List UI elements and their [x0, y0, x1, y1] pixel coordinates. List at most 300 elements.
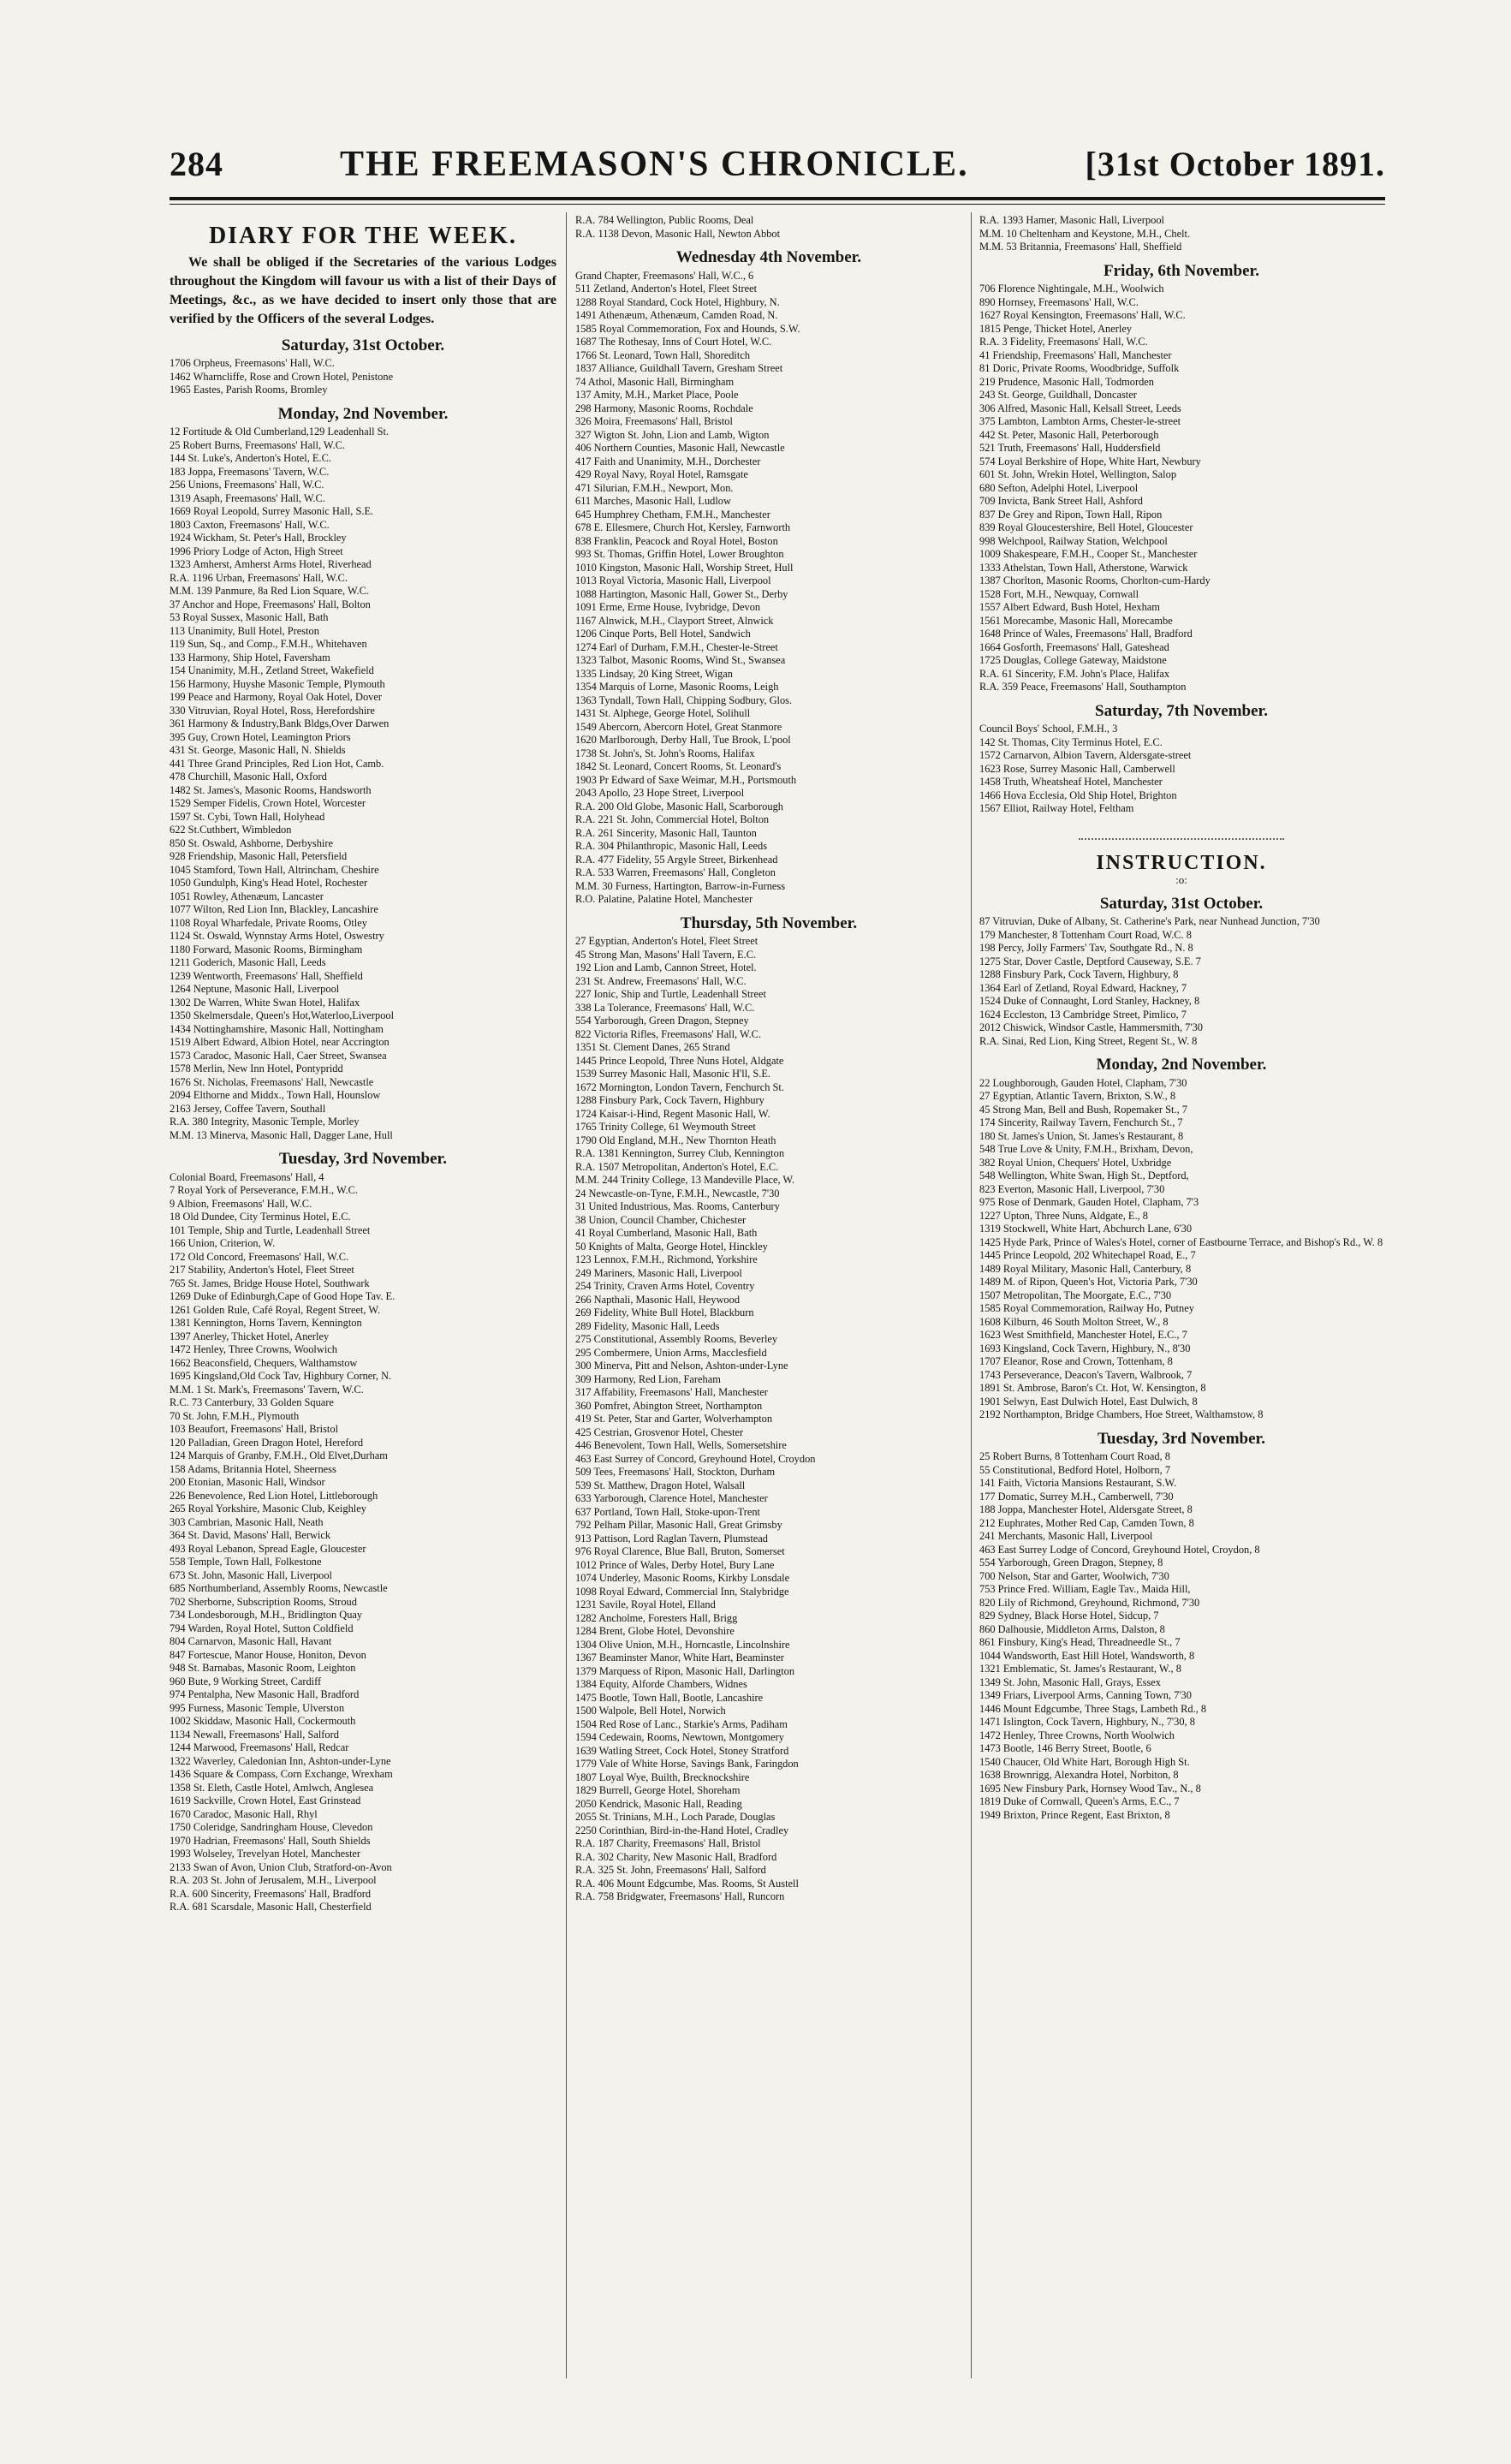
lodge-entry: R.A. 187 Charity, Freemasons' Hall, Bristol: [575, 1837, 761, 1849]
lodge-entry: 295 Combermere, Union Arms, Macclesfield: [575, 1346, 767, 1359]
lodge-entry: 471 Silurian, F.M.H., Newport, Mon.: [575, 481, 734, 494]
lodge-entry: 192 Lion and Lamb, Cannon Street, Hotel.: [575, 961, 757, 973]
lodge-entry: 1335 Lindsay, 20 King Street, Wigan: [575, 667, 733, 680]
lodge-entry: 960 Bute, 9 Working Street, Cardiff: [170, 1675, 322, 1687]
lodge-entry: 37 Anchor and Hope, Freemasons' Hall, Bolton: [170, 598, 371, 610]
lodge-entry: M.M. 10 Cheltenham and Keystone, M.H., Chelt.: [979, 227, 1191, 240]
lodge-entry: 1206 Cinque Ports, Bell Hotel, Sandwich: [575, 628, 751, 640]
lodge-entry: 231 St. Andrew, Freemasons' Hall, W.C.: [575, 974, 747, 987]
lodge-entry: 706 Florence Nightingale, M.H., Woolwich: [979, 283, 1164, 295]
lodge-entry: 1529 Semper Fidelis, Crown Hotel, Worcester: [170, 797, 366, 809]
lodge-entry: 1557 Albert Edward, Bush Hotel, Hexham: [979, 601, 1160, 613]
lodge-entry: 1288 Finsbury Park, Cock Tavern, Highbury, 8: [979, 968, 1179, 980]
lodge-entry: 1648 Prince of Wales, Freemasons' Hall, Bradford: [979, 628, 1193, 640]
lodge-entry: R.A. 359 Peace, Freemasons' Hall, Southampton: [979, 681, 1187, 693]
instruction-title: INSTRUCTION.: [1096, 851, 1267, 874]
lodge-entry: 1321 Emblematic, St. James's Restaurant, W., 8: [979, 1663, 1181, 1675]
lodge-entry: 330 Vitruvian, Royal Hotel, Ross, Herefordshire: [170, 704, 375, 717]
lodge-entry: 429 Royal Navy, Royal Hotel, Ramsgate: [575, 468, 748, 480]
lodge-entry: 364 St. David, Masons' Hall, Berwick: [170, 1529, 331, 1541]
lodge-entry: 226 Benevolence, Red Lion Hotel, Littleborough: [170, 1489, 378, 1502]
lodge-entry: M.M. 30 Furness, Hartington, Barrow-in-Furness: [575, 879, 786, 892]
lodge-entry: 847 Fortescue, Manor House, Honiton, Devon: [170, 1648, 366, 1661]
lodge-entry: 158 Adams, Britannia Hotel, Sheerness: [170, 1462, 336, 1475]
lodge-entry: Grand Chapter, Freemasons' Hall, W.C., 6: [575, 269, 754, 282]
lodge-entry: 976 Royal Clarence, Blue Ball, Bruton, Somerset: [575, 1545, 785, 1557]
lodge-entry: 1619 Sackville, Crown Hotel, East Grinstead: [170, 1794, 361, 1806]
diary-intro: We shall be obliged if the Secretaries of the various Lodges throughout the Kingdom will favour us with a list of their Days of Meetings, &c., as we have decided to insert only those that are verified by the Officers of the several Lodges.: [170, 254, 556, 326]
lodge-entry: 87 Vitruvian, Duke of Albany, St. Catherine's Park, near Nunhead Junction, 7'30: [979, 915, 1320, 927]
lodge-entry: 41 Royal Cumberland, Masonic Hall, Bath: [575, 1227, 758, 1239]
lodge-entry: 1993 Wolseley, Trevelyan Hotel, Manchester: [170, 1848, 361, 1860]
lodge-entry: 1790 Old England, M.H., New Thornton Heath: [575, 1134, 776, 1146]
lodge-entry: 1367 Beaminster Manor, White Hart, Beaminster: [575, 1652, 784, 1663]
lodge-entry: R.A. 1393 Hamer, Masonic Hall, Liverpool: [979, 214, 1164, 226]
lodge-entry: 1662 Beaconsfield, Chequers, Walthamstow: [170, 1356, 358, 1369]
lodge-entry: 995 Furness, Masonic Temple, Ulverston: [170, 1701, 345, 1714]
lodge-entry: 1901 Selwyn, East Dulwich Hotel, East Dulwich, 8: [979, 1395, 1198, 1408]
lodge-entry: 1837 Alliance, Guildhall Tavern, Gresham Street: [575, 362, 783, 374]
lodge-entry: 419 St. Peter, Star and Garter, Wolverhampton: [575, 1413, 773, 1425]
lodge-list: [979, 723, 1383, 816]
lodge-entry: R.A. 61 Sincerity, F.M. John's Place, Halifax: [979, 667, 1170, 680]
lodge-list: [170, 1171, 556, 1914]
lodge-entry: 1687 The Rothesay, Inns of Court Hotel, W.C.: [575, 336, 772, 348]
lodge-entry: 611 Marches, Masonic Hall, Ludlow: [575, 495, 731, 507]
lodge-entry: 113 Unanimity, Bull Hotel, Preston: [170, 624, 319, 637]
lodge-entry: R.A. 203 St. John of Jerusalem, M.H., Liverpool: [170, 1874, 377, 1886]
lodge-entry: 1693 Kingsland, Cock Tavern, Highbury, N., 8'30: [979, 1342, 1191, 1354]
lodge-entry: 1124 St. Oswald, Wynnstay Arms Hotel, Oswestry: [170, 930, 384, 942]
lodge-entry: 2094 Elthorne and Middx., Town Hall, Hounslow: [170, 1089, 381, 1101]
lodge-entry: R.A. 325 St. John, Freemasons' Hall, Salford: [575, 1864, 766, 1876]
lodge-entry: 1387 Chorlton, Masonic Rooms, Chorlton-cum-Hardy: [979, 574, 1211, 586]
lodge-entry: 1333 Athelstan, Town Hall, Atherstone, Warwick: [979, 561, 1188, 574]
lodge-entry: 1707 Eleanor, Rose and Crown, Tottenham, 8: [979, 1355, 1173, 1367]
lodge-entry: 1088 Hartington, Masonic Hall, Gower St., Derby: [575, 587, 788, 600]
lodge-entry: 183 Joppa, Freemasons' Tavern, W.C.: [170, 465, 330, 478]
lodge-entry: 241 Merchants, Masonic Hall, Liverpool: [979, 1530, 1153, 1542]
lodge-entry: 198 Percy, Jolly Farmers' Tav, Southgate Rd., N. 8: [979, 942, 1193, 954]
lodge-entry: 1045 Stamford, Town Hall, Altrincham, Cheshire: [170, 863, 379, 876]
lodge-list: [575, 214, 962, 241]
lodge-entry: 1949 Brixton, Prince Regent, East Brixton, 8: [979, 1808, 1170, 1821]
lodge-list: [979, 1450, 1383, 1822]
lodge-entry: 622 St.Cuthbert, Wimbledon: [170, 824, 292, 836]
section-heading: Wednesday 4th November.: [675, 248, 862, 266]
column-rule: [971, 212, 972, 2378]
lodge-entry: 1500 Walpole, Bell Hotel, Norwich: [575, 1705, 726, 1717]
lodge-entry: 55 Constitutional, Bedford Hotel, Holborn, 7: [979, 1463, 1171, 1476]
lodge-entry: M.M. 13 Minerva, Masonic Hall, Dagger Lane, Hull: [170, 1128, 393, 1141]
section-heading: Saturday, 31st October.: [1099, 894, 1264, 913]
lodge-entry: 142 St. Thomas, City Terminus Hotel, E.C.: [979, 735, 1163, 748]
lodge-entry: 1264 Neptune, Masonic Hall, Liverpool: [170, 983, 340, 995]
section-heading: Friday, 6th November.: [1104, 261, 1259, 280]
lodge-entry: 1350 Skelmersdale, Queen's Hot,Waterloo,Liverpool: [170, 1009, 395, 1021]
lodge-entry: 1445 Prince Leopold, Three Nuns Hotel, Aldgate: [575, 1054, 784, 1067]
lodge-entry: 700 Nelson, Star and Garter, Woolwich, 7'30: [979, 1569, 1169, 1582]
lodge-entry: 548 True Love & Unity, F.M.H., Brixham, Devon,: [979, 1143, 1193, 1155]
lodge-entry: 25 Robert Burns, 8 Tottenham Court Road, 8: [979, 1450, 1170, 1462]
lodge-entry: 948 St. Barnabas, Masonic Room, Leighton: [170, 1662, 356, 1674]
lodge-entry: 1639 Watling Street, Cock Hotel, Stoney Stratford: [575, 1744, 789, 1757]
lodge-entry: 1354 Marquis of Lorne, Masonic Rooms, Leigh: [575, 681, 779, 693]
lodge-entry: 463 East Surrey Lodge of Concord, Greyhound Hotel, Croydon, 8: [979, 1543, 1260, 1556]
lodge-entry: 1466 Hova Ecclesia, Old Ship Hotel, Brighton: [979, 789, 1177, 801]
lodge-entry: 1051 Rowley, Athenæum, Lancaster: [170, 890, 324, 902]
column-middle: [575, 214, 962, 2389]
lodge-entry: R.A. 1507 Metropolitan, Anderton's Hotel, E.C.: [575, 1160, 779, 1173]
lodge-entry: 1384 Equity, Alforde Chambers, Widnes: [575, 1678, 747, 1690]
lodge-entry: 539 St. Matthew, Dragon Hotel, Walsall: [575, 1479, 746, 1491]
lodge-entry: 306 Alfred, Masonic Hall, Kelsall Street, Leeds: [979, 402, 1181, 414]
column-rule: [566, 212, 567, 2378]
lodge-entry: R.A. 533 Warren, Freemasons' Hall, Congleton: [575, 866, 776, 878]
lodge-entry: 1134 Newall, Freemasons' Hall, Salford: [170, 1728, 339, 1741]
lodge-entry: 822 Victoria Rifles, Freemasons' Hall, W.C.: [575, 1027, 762, 1040]
lodge-entry: 425 Cestrian, Grosvenor Hotel, Chester: [575, 1425, 744, 1438]
lodge-entry: M.M. 1 St. Mark's, Freemasons' Tavern, W.C.: [170, 1383, 364, 1396]
lodge-entry: 1706 Orpheus, Freemasons' Hall, W.C.: [170, 357, 335, 369]
section-heading: Tuesday, 3rd November.: [278, 1150, 447, 1168]
lodge-entry: Colonial Board, Freemasons' Hall, 4: [170, 1170, 324, 1183]
lodge-entry: 1819 Duke of Cornwall, Queen's Arms, E.C., 7: [979, 1795, 1180, 1807]
lodge-entry: 1108 Royal Wharfedale, Private Rooms, Otley: [170, 916, 367, 929]
lodge-entry: 1528 Fort, M.H., Newquay, Cornwall: [979, 587, 1139, 600]
lodge-list: [979, 1077, 1383, 1422]
lodge-entry: 27 Egyptian, Atlantic Tavern, Brixton, S.W., 8: [979, 1090, 1176, 1102]
section-heading: Saturday, 31st October.: [281, 336, 445, 354]
lodge-entry: R.C. 73 Canterbury, 33 Golden Square: [170, 1396, 334, 1408]
lodge-entry: 804 Carnarvon, Masonic Hall, Havant: [170, 1635, 332, 1647]
lodge-entry: R.A. 406 Mount Edgcumbe, Mas. Rooms, St Austell: [575, 1877, 799, 1890]
lodge-entry: 123 Lennox, F.M.H., Richmond, Yorkshire: [575, 1253, 758, 1265]
lodge-entry: 861 Finsbury, King's Head, Threadneedle St., 7: [979, 1636, 1181, 1648]
lodge-entry: 1970 Hadrian, Freemasons' Hall, South Shields: [170, 1834, 371, 1847]
lodge-entry: 326 Moira, Freemasons' Hall, Bristol: [575, 415, 733, 427]
lodge-entry: 172 Old Concord, Freemasons' Hall, W.C.: [170, 1250, 349, 1263]
lodge-entry: 1743 Perseverance, Deacon's Tavern, Walbrook, 7: [979, 1368, 1193, 1381]
lodge-entry: 1482 St. James's, Masonic Rooms, Handsworth: [170, 783, 372, 796]
lodge-entry: 829 Sydney, Black Horse Hotel, Sidcup, 7: [979, 1610, 1159, 1622]
lodge-entry: 463 East Surrey of Concord, Greyhound Hotel, Croydon: [575, 1452, 816, 1465]
lodge-entry: 1669 Royal Leopold, Surrey Masonic Hall, S.E.: [170, 505, 374, 517]
lodge-entry: 1507 Metropolitan, The Moorgate, E.C., 7'30: [979, 1289, 1172, 1301]
lodge-entry: 1284 Brent, Globe Hotel, Devonshire: [575, 1625, 735, 1637]
lodge-entry: 574 Loyal Berkshire of Hope, White Hart, Newbury: [979, 455, 1201, 467]
instruction-ornament: :o:: [1175, 873, 1187, 886]
lodge-entry: 2043 Apollo, 23 Hope Street, Liverpool: [575, 787, 745, 799]
lodge-entry: 1519 Albert Edward, Albion Hotel, near Accrington: [170, 1036, 390, 1048]
lodge-entry: 838 Franklin, Peacock and Royal Hotel, Boston: [575, 534, 778, 547]
lodge-entry: 217 Stability, Anderton's Hotel, Fleet Street: [170, 1264, 354, 1276]
lodge-entry: 1010 Kingston, Masonic Hall, Worship Street, Hull: [575, 561, 794, 574]
lodge-entry: 124 Marquis of Granby, F.M.H., Old Elvet,Durham: [170, 1449, 388, 1461]
lodge-entry: 734 Londesborough, M.H., Bridlington Quay: [170, 1609, 363, 1621]
lodge-entry: 7 Royal York of Perseverance, F.M.H., W.C.: [170, 1184, 358, 1196]
lodge-entry: R.A. 477 Fidelity, 55 Argyle Street, Birkenhead: [575, 853, 778, 866]
lodge-entry: 1211 Goderich, Masonic Hall, Leeds: [170, 956, 326, 968]
lodge-entry: 1504 Red Rose of Lanc., Starkie's Arms, Padiham: [575, 1717, 788, 1730]
lodge-entry: R.A. 1138 Devon, Masonic Hall, Newton Abbot: [575, 227, 781, 240]
lodge-entry: 1664 Gosforth, Freemasons' Hall, Gateshead: [979, 640, 1169, 653]
lodge-entry: 1167 Alnwick, M.H., Clayport Street, Alnwick: [575, 614, 774, 627]
lodge-entry: 1765 Trinity College, 61 Weymouth Street: [575, 1121, 756, 1133]
lodge-entry: 1491 Athenæum, Athenæum, Camden Road, N.: [575, 309, 778, 321]
lodge-entry: 1379 Marquess of Ripon, Masonic Hall, Darlington: [575, 1664, 795, 1677]
lodge-entry: 1239 Wentworth, Freemasons' Hall, Sheffield: [170, 969, 363, 982]
lodge-entry: 493 Royal Lebanon, Spread Eagle, Gloucester: [170, 1542, 366, 1555]
lodge-entry: 1323 Talbot, Masonic Rooms, Wind St., Swansea: [575, 654, 786, 666]
lodge-entry: R.A. 304 Philanthropic, Masonic Hall, Leeds: [575, 840, 768, 852]
lodge-entry: 1077 Wilton, Red Lion Inn, Blackley, Lancashire: [170, 903, 378, 915]
lodge-entry: 1540 Chaucer, Old White Hart, Borough High St.: [979, 1755, 1190, 1768]
lodge-entry: 249 Mariners, Masonic Hall, Liverpool: [575, 1266, 742, 1279]
lodge-entry: 2163 Jersey, Coffee Tavern, Southall: [170, 1102, 326, 1115]
lodge-entry: 53 Royal Sussex, Masonic Hall, Bath: [170, 611, 329, 623]
lodge-entry: 1672 Mornington, London Tavern, Fenchurch St.: [575, 1080, 784, 1093]
column-right: [979, 214, 1383, 2389]
lodge-entry: 1594 Cedewain, Rooms, Newtown, Montgomery: [575, 1731, 785, 1743]
lodge-entry: 303 Cambrian, Masonic Hall, Neath: [170, 1515, 324, 1528]
lodge-entry: R.O. Palatine, Palatine Hotel, Manchester: [575, 893, 753, 905]
lodge-entry: 1302 De Warren, White Swan Hotel, Halifax: [170, 996, 360, 1009]
lodge-entry: 45 Strong Man, Masons' Hall Tavern, E.C.: [575, 948, 757, 961]
lodge-entry: 1319 Stockwell, White Hart, Abchurch Lane, 6'30: [979, 1223, 1193, 1235]
issue-date: [31st October 1891.: [1085, 145, 1385, 183]
lodge-entry: 1288 Royal Standard, Cock Hotel, Highbury, N.: [575, 295, 780, 308]
lodge-entry: 633 Yarborough, Clarence Hotel, Manchester: [575, 1492, 768, 1504]
lodge-entry: 794 Warden, Royal Hotel, Sutton Coldfield: [170, 1622, 354, 1634]
lodge-entry: M.M. 53 Britannia, Freemasons' Hall, Sheffield: [979, 241, 1182, 253]
lodge-entry: 1446 Mount Edgcumbe, Three Stags, Lambeth Rd., 8: [979, 1702, 1207, 1715]
lodge-entry: 309 Harmony, Red Lion, Fareham: [575, 1372, 721, 1385]
lodge-entry: 765 St. James, Bridge House Hotel, Southwark: [170, 1277, 370, 1289]
lodge-entry: 269 Fidelity, White Bull Hotel, Blackburn: [575, 1306, 754, 1318]
lodge-entry: 442 St. Peter, Masonic Hall, Peterborough: [979, 428, 1159, 441]
header-rule: [170, 197, 1385, 200]
lodge-entry: 1903 Pr Edward of Saxe Weimar, M.H., Portsmouth: [575, 773, 797, 786]
section-heading: Tuesday, 3rd November.: [1097, 1429, 1265, 1448]
lodge-entry: 1349 Friars, Liverpool Arms, Canning Town, 7'30: [979, 1689, 1192, 1701]
lodge-entry: R.A. 302 Charity, New Masonic Hall, Bradford: [575, 1850, 777, 1863]
lodge-entry: 1620 Marlborough, Derby Hall, Tue Brook, L'pool: [575, 734, 791, 746]
lodge-entry: R.A. 681 Scarsdale, Masonic Hall, Chesterfield: [170, 1901, 372, 1913]
lodge-entry: R.A. 3 Fidelity, Freemasons' Hall, W.C.: [979, 336, 1148, 348]
page-header: [170, 144, 1385, 192]
masthead-title: THE FREEMASON'S CHRONICLE.: [339, 145, 969, 184]
lodge-entry: 1323 Amherst, Amherst Arms Hotel, Riverhead: [170, 558, 372, 570]
lodge-entry: 975 Rose of Denmark, Gauden Hotel, Clapham, 7'3: [979, 1196, 1199, 1208]
lodge-entry: 511 Zetland, Anderton's Hotel, Fleet Street: [575, 283, 758, 295]
lodge-entry: 1351 St. Clement Danes, 265 Strand: [575, 1041, 730, 1053]
lodge-entry: R.A. 261 Sincerity, Masonic Hall, Taunton: [575, 826, 757, 839]
lodge-entry: 133 Harmony, Ship Hotel, Faversham: [170, 651, 330, 664]
lodge-entry: 1549 Abercorn, Abercorn Hotel, Great Stanmore: [575, 720, 782, 733]
lodge-entry: 860 Dalhousie, Middleton Arms, Dalston, 8: [979, 1622, 1165, 1635]
lodge-entry: 645 Humphrey Chetham, F.M.H., Manchester: [575, 508, 770, 521]
lodge-entry: 338 La Tolerance, Freemasons' Hall, W.C.: [575, 1001, 755, 1014]
lodge-entry: 1725 Douglas, College Gateway, Maidstone: [979, 654, 1167, 666]
lodge-entry: 1524 Duke of Connaught, Lord Stanley, Hackney, 8: [979, 995, 1200, 1007]
lodge-entry: 1098 Royal Edward, Commercial Inn, Stalybridge: [575, 1585, 789, 1598]
lodge-entry: 1445 Prince Leopold, 202 Whitechapel Road, E., 7: [979, 1249, 1196, 1261]
lodge-entry: 1623 Rose, Surrey Masonic Hall, Camberwell: [979, 762, 1175, 775]
lodge-entry: 254 Trinity, Craven Arms Hotel, Coventry: [575, 1280, 755, 1292]
lodge-entry: 1676 St. Nicholas, Freemasons' Hall, Newcastle: [170, 1075, 374, 1088]
lodge-entry: R.A. 200 Old Globe, Masonic Hall, Scarborough: [575, 800, 783, 812]
lodge-entry: 928 Friendship, Masonic Hall, Petersfield: [170, 850, 348, 862]
lodge-entry: 1002 Skiddaw, Masonic Hall, Cockermouth: [170, 1715, 356, 1727]
lodge-entry: 850 St. Oswald, Ashborne, Derbyshire: [170, 836, 334, 849]
lodge-entry: 1358 St. Eleth, Castle Hotel, Amlwch, Anglesea: [170, 1781, 374, 1794]
lodge-entry: 2050 Kendrick, Masonic Hall, Reading: [575, 1797, 742, 1810]
lodge-entry: 792 Pelham Pillar, Masonic Hall, Great Grimsby: [575, 1519, 782, 1531]
lodge-entry: 446 Benevolent, Town Hall, Wells, Somersetshire: [575, 1439, 787, 1451]
lodge-entry: 823 Everton, Masonic Hall, Liverpool, 7'30: [979, 1182, 1165, 1195]
lodge-entry: 101 Temple, Ship and Turtle, Leadenhall Street: [170, 1223, 371, 1236]
lodge-entry: 1473 Bootle, 146 Berry Street, Bootle, 6: [979, 1742, 1151, 1754]
lodge-entry: 478 Churchill, Masonic Hall, Oxford: [170, 771, 327, 783]
page-number: 284: [170, 145, 223, 183]
lodge-entry: 361 Harmony & Industry,Bank Bldgs,Over Darwen: [170, 717, 390, 729]
lodge-entry: 837 De Grey and Ripon, Town Hall, Ripon: [979, 508, 1163, 521]
lodge-entry: 1013 Royal Victoria, Masonic Hall, Liverpool: [575, 574, 771, 586]
lodge-entry: 1288 Finsbury Park, Cock Tavern, Highbury: [575, 1094, 764, 1106]
lodge-entry: Council Boys' School, F.M.H., 3: [979, 723, 1118, 735]
lodge-entry: 1624 Eccleston, 13 Cambridge Street, Pimlico, 7: [979, 1008, 1187, 1021]
lodge-entry: 1050 Gundulph, King's Head Hotel, Rochester: [170, 877, 368, 889]
lodge-entry: 1578 Merlin, New Inn Hotel, Pontypridd: [170, 1062, 343, 1074]
lodge-entry: 1231 Savile, Royal Hotel, Elland: [575, 1598, 716, 1610]
lodge-entry: R.A. 784 Wellington, Public Rooms, Deal: [575, 214, 754, 226]
lodge-entry: 1489 M. of Ripon, Queen's Hot, Victoria Park, 7'30: [979, 1276, 1198, 1288]
lodge-entry: 327 Wigton St. John, Lion and Lamb, Wigton: [575, 428, 770, 441]
lodge-entry: 1180 Forward, Masonic Rooms, Birmingham: [170, 943, 363, 955]
lodge-entry: 1670 Caradoc, Masonic Hall, Rhyl: [170, 1807, 318, 1820]
lodge-entry: M.M. 139 Panmure, 8a Red Lion Square, W.C.: [170, 585, 369, 597]
lodge-entry: 1567 Elliot, Railway Hotel, Feltham: [979, 802, 1134, 814]
lodge-entry: 275 Constitutional, Assembly Rooms, Beverley: [575, 1333, 778, 1345]
lodge-entry: 74 Athol, Masonic Hall, Birmingham: [575, 375, 735, 388]
lodge-entry: 212 Euphrates, Mother Red Cap, Camden Town, 8: [979, 1516, 1194, 1529]
lodge-entry: 360 Pomfret, Abington Street, Northampton: [575, 1399, 763, 1412]
lodge-entry: R.A. 221 St. John, Commercial Hotel, Bolton: [575, 813, 770, 825]
lodge-entry: 431 St. George, Masonic Hall, N. Shields: [170, 744, 346, 756]
lodge-entry: 1012 Prince of Wales, Derby Hotel, Bury Lane: [575, 1558, 775, 1571]
lodge-entry: 1627 Royal Kensington, Freemasons' Hall, W.C.: [979, 309, 1186, 321]
lodge-entry: 1472 Henley, Three Crowns, North Woolwich: [979, 1729, 1175, 1741]
lodge-entry: 554 Yarborough, Green Dragon, Stepney: [575, 1015, 749, 1027]
lodge-entry: 1261 Golden Rule, Café Royal, Regent Street, W.: [170, 1303, 381, 1316]
section-heading: Thursday, 5th November.: [680, 914, 858, 932]
lodge-entry: 2012 Chiswick, Windsor Castle, Hammersmith, 7'30: [979, 1021, 1204, 1033]
lodge-entry: 1275 Star, Dover Castle, Deptford Causeway, S.E. 7: [979, 955, 1201, 967]
lodge-entry: 1319 Asaph, Freemasons' Hall, W.C.: [170, 491, 325, 504]
lodge-entry: 1458 Truth, Wheatsheaf Hotel, Manchester: [979, 776, 1163, 788]
lodge-entry: 141 Faith, Victoria Mansions Restaurant, S.W.: [979, 1477, 1177, 1489]
lodge-entry: 119 Sun, Sq., and Comp., F.M.H., Whitehaven: [170, 638, 367, 650]
lodge-entry: 1965 Eastes, Parish Rooms, Bromley: [170, 384, 328, 396]
lodge-entry: 1608 Kilburn, 46 South Molton Street, W., 8: [979, 1315, 1169, 1328]
lodge-entry: 1244 Marwood, Freemasons' Hall, Redcar: [170, 1741, 349, 1753]
lodge-entry: 12 Fortitude & Old Cumberland,129 Leadenhall St.: [170, 426, 390, 437]
lodge-entry: 1269 Duke of Edinburgh,Cape of Good Hope Tav. E.: [170, 1290, 396, 1302]
column-left: [170, 214, 556, 2389]
lodge-entry: 2192 Northampton, Bridge Chambers, Hoe Street, Walthamstow, 8: [979, 1408, 1264, 1420]
lodge-entry: 1436 Square & Compass, Corn Exchange, Wrexham: [170, 1768, 393, 1780]
lodge-entry: 1779 Vale of White Horse, Savings Bank, Faringdon: [575, 1758, 799, 1770]
lodge-entry: 300 Minerva, Pitt and Nelson, Ashton-under-Lyne: [575, 1360, 788, 1372]
lodge-entry: 702 Sherborne, Subscription Rooms, Stroud: [170, 1595, 357, 1608]
lodge-entry: 120 Palladian, Green Dragon Hotel, Hereford: [170, 1436, 364, 1449]
lodge-entry: 998 Welchpool, Railway Station, Welchpool: [979, 534, 1168, 547]
lodge-entry: 521 Truth, Freemasons' Hall, Huddersfield: [979, 442, 1161, 454]
lodge-entry: 1471 Islington, Cock Tavern, Highbury, N., 7'30, 8: [979, 1716, 1195, 1728]
lodge-entry: 18 Old Dundee, City Terminus Hotel, E.C.: [170, 1211, 351, 1223]
lodge-entry: 753 Prince Fred. William, Eagle Tav., Maida Hill,: [979, 1583, 1191, 1595]
lodge-entry: 1695 New Finsbury Park, Hornsey Wood Tav., N., 8: [979, 1782, 1201, 1794]
lodge-entry: 31 United Industrious, Mas. Rooms, Canterbury: [575, 1200, 780, 1212]
lodge-entry: 154 Unanimity, M.H., Zetland Street, Wakefield: [170, 664, 374, 676]
lodge-entry: 166 Union, Criterion, W.: [170, 1237, 276, 1249]
lodge-entry: 266 Napthali, Masonic Hall, Heywood: [575, 1293, 741, 1306]
lodge-entry: 317 Affability, Freemasons' Hall, Manchester: [575, 1386, 768, 1398]
lodge-entry: 22 Loughborough, Gauden Hotel, Clapham, 7'30: [979, 1076, 1187, 1089]
lodge-entry: 180 St. James's Union, St. James's Restaurant, 8: [979, 1129, 1184, 1142]
lodge-entry: 24 Newcastle-on-Tyne, F.M.H., Newcastle, 7'30: [575, 1187, 780, 1199]
lodge-entry: 601 St. John, Wrekin Hotel, Wellington, Salop: [979, 468, 1177, 480]
lodge-entry: 2055 St. Trinians, M.H., Loch Parade, Douglas: [575, 1811, 776, 1823]
lodge-entry: 637 Portland, Town Hall, Stoke-upon-Trent: [575, 1505, 760, 1518]
lodge-entry: 1397 Anerley, Thicket Hotel, Anerley: [170, 1330, 330, 1342]
lodge-entry: 199 Peace and Harmony, Royal Oak Hotel, Dover: [170, 691, 382, 703]
lodge-entry: 45 Strong Man, Bell and Bush, Ropemaker St., 7: [979, 1103, 1187, 1116]
lodge-entry: 2250 Corinthian, Bird-in-the-Hand Hotel, Cradley: [575, 1824, 789, 1836]
lodge-entry: 1803 Caxton, Freemasons' Hall, W.C.: [170, 518, 330, 531]
lodge-entry: 1425 Hyde Park, Prince of Wales's Hotel, corner of Eastbourne Terrace, and Bishop's Rd., W. 8: [979, 1235, 1383, 1248]
lodge-entry: 1573 Caradoc, Masonic Hall, Caer Street, Swansea: [170, 1049, 387, 1062]
lodge-entry: 1475 Bootle, Town Hall, Bootle, Lancashire: [575, 1691, 764, 1704]
lodge-entry: 219 Prudence, Masonic Hall, Todmorden: [979, 375, 1154, 388]
section-heading: Saturday, 7th November.: [1095, 701, 1268, 720]
lodge-entry: 188 Joppa, Manchester Hotel, Aldersgate Street, 8: [979, 1503, 1193, 1515]
lodge-entry: 509 Tees, Freemasons' Hall, Stockton, Durham: [575, 1466, 776, 1478]
lodge-entry: 1434 Nottinghamshire, Masonic Hall, Nottingham: [170, 1022, 384, 1035]
diary-title: DIARY FOR THE WEEK.: [208, 223, 518, 249]
lodge-entry: 256 Unions, Freemasons' Hall, W.C.: [170, 479, 324, 491]
lodge-entry: 1638 Brownrigg, Alexandra Hotel, Norbiton, 8: [979, 1769, 1179, 1781]
lodge-entry: 1489 Royal Military, Masonic Hall, Canterbury, 8: [979, 1262, 1192, 1275]
lodge-entry: 1842 St. Leonard, Concert Rooms, St. Leonard's: [575, 760, 782, 772]
lodge-entry: R.A. 380 Integrity, Masonic Temple, Morley: [170, 1116, 360, 1128]
lodge-entry: 144 St. Luke's, Anderton's Hotel, E.C.: [170, 452, 331, 464]
lodge-entry: 680 Sefton, Adelphi Hotel, Liverpool: [979, 481, 1139, 494]
section-divider: [1079, 838, 1284, 840]
lodge-list: [575, 935, 962, 1904]
lodge-entry: 243 St. George, Guildhall, Doncaster: [979, 389, 1137, 401]
lodge-entry: 1766 St. Leonard, Town Hall, Shoreditch: [575, 348, 751, 361]
lodge-entry: 685 Northumberland, Assembly Rooms, Newcastle: [170, 1582, 388, 1594]
lodge-entry: 156 Harmony, Huyshe Masonic Temple, Plymouth: [170, 677, 385, 690]
lodge-entry: 1322 Waverley, Caledonian Inn, Ashton-under-Lyne: [170, 1754, 391, 1767]
section-heading: Monday, 2nd November.: [1096, 1056, 1267, 1074]
lodge-entry: 38 Union, Council Chamber, Chichester: [575, 1213, 747, 1226]
lodge-entry: 1924 Wickham, St. Peter's Hall, Brockley: [170, 532, 347, 544]
lodge-entry: 1462 Wharncliffe, Rose and Crown Hotel, Penistone: [170, 370, 394, 383]
lodge-entry: 890 Hornsey, Freemasons' Hall, W.C.: [979, 295, 1139, 308]
